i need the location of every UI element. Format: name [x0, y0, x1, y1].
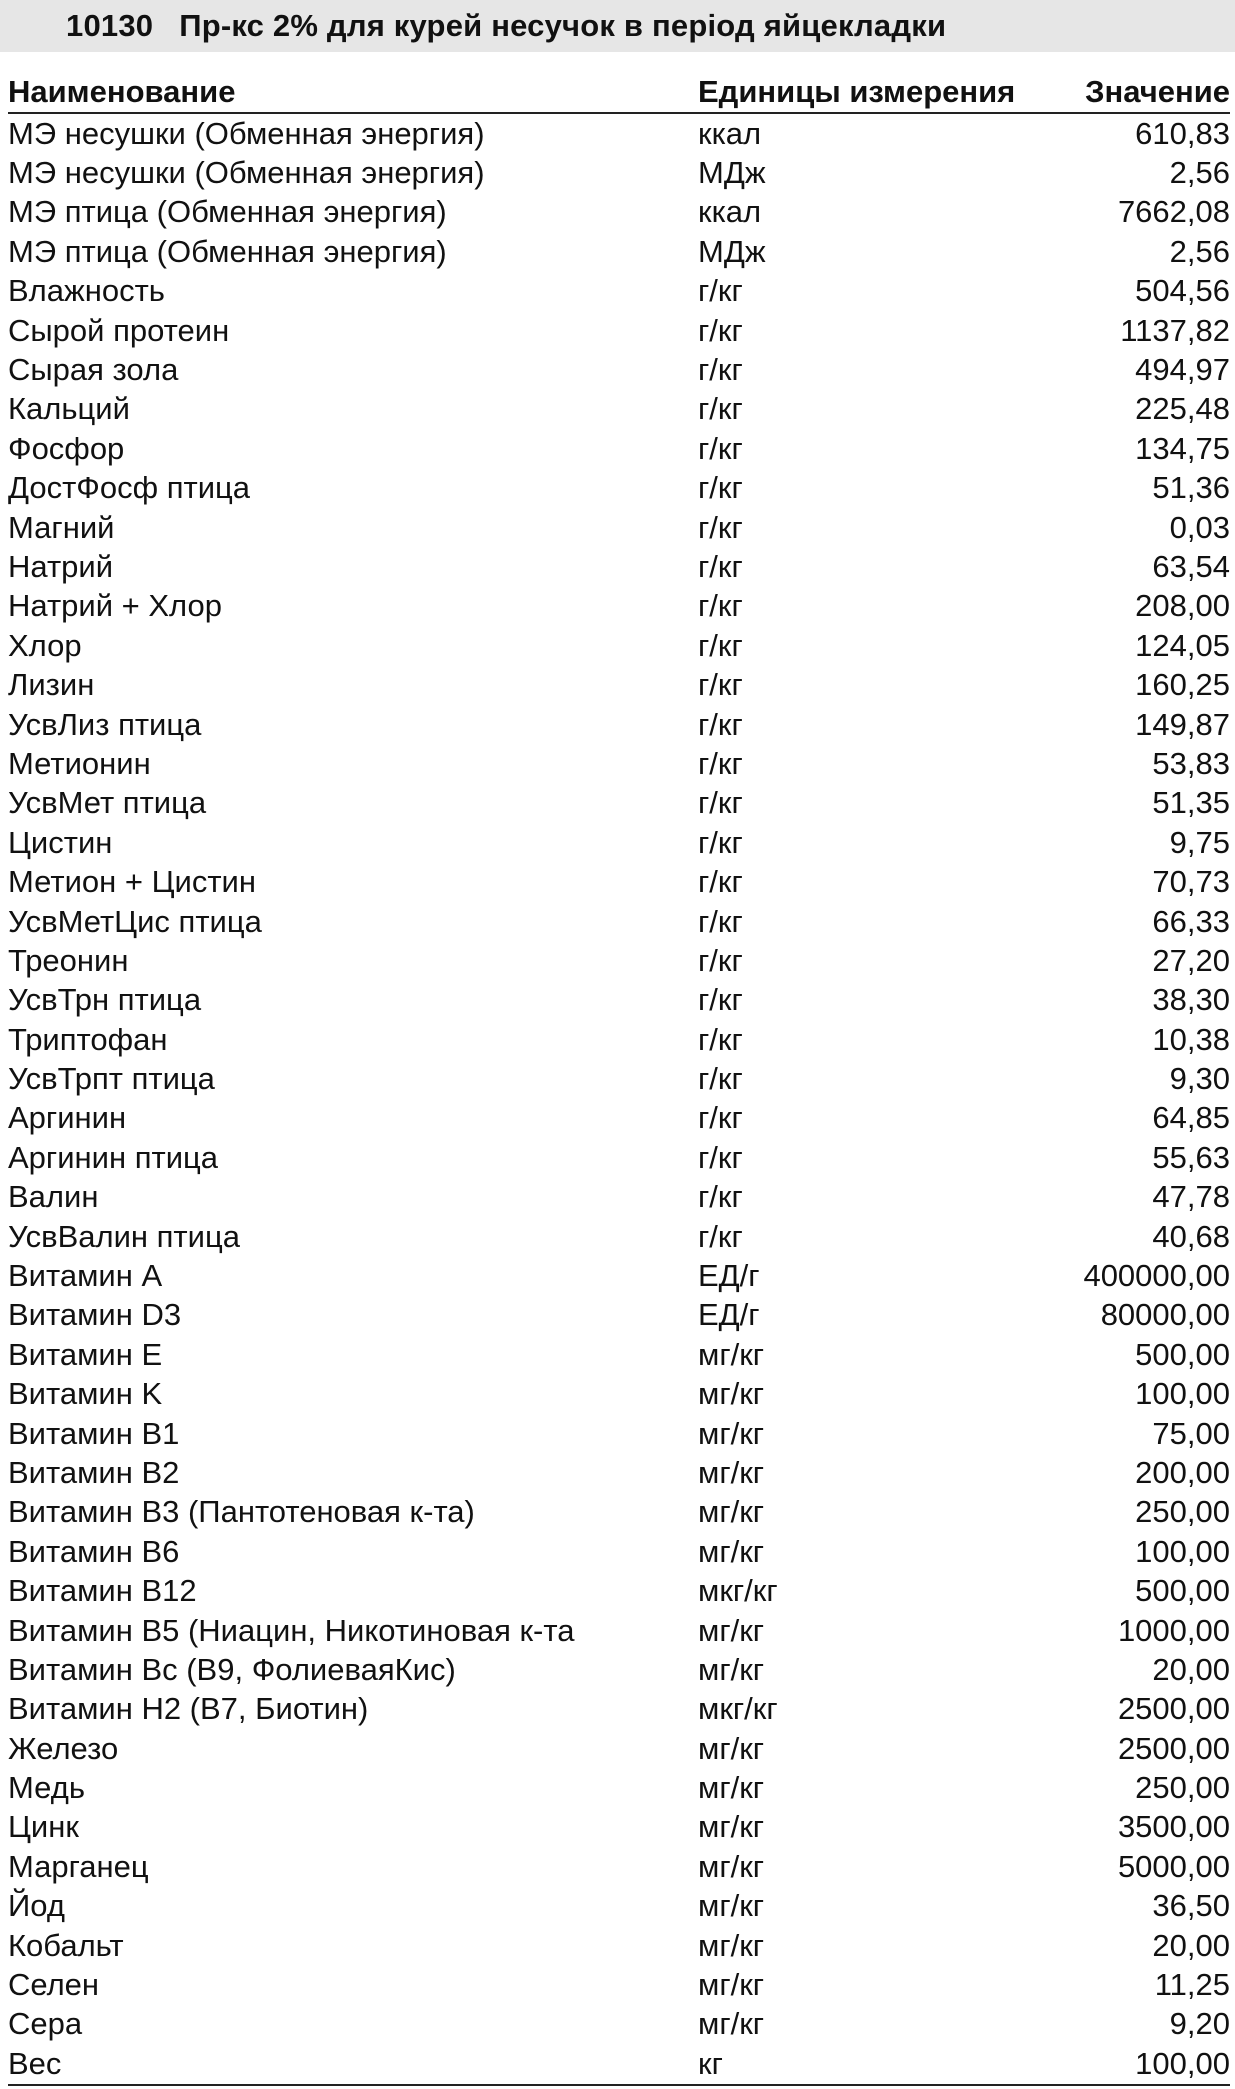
cell-value: 70,73	[1152, 864, 1230, 900]
table-row	[8, 1335, 1230, 1374]
cell-unit: мг/кг	[698, 1454, 765, 1490]
product-title: Пр-кс 2% для курей несучок в період яйцекладки	[179, 8, 947, 43]
cell-value: 200,00	[1135, 1454, 1230, 1490]
cell-value: 51,35	[1152, 785, 1230, 821]
cell-value: 400000,00	[1083, 1258, 1230, 1294]
cell-name: Железо	[8, 1730, 119, 1766]
cell-name: Влажность	[8, 273, 165, 309]
table-row	[8, 1375, 1230, 1414]
cell-unit: ЕД/г	[698, 1258, 760, 1294]
cell-unit: г/кг	[698, 588, 743, 624]
table-row	[8, 626, 1230, 665]
cell-value: 9,20	[1169, 2006, 1230, 2042]
table-row	[8, 232, 1230, 271]
cell-unit: ЕД/г	[698, 1297, 760, 1333]
table-row	[8, 1768, 1230, 1807]
cell-unit: г/кг	[698, 1139, 743, 1175]
cell-name: Лизин	[8, 667, 95, 703]
cell-value: 100,00	[1135, 2045, 1230, 2081]
cell-value: 160,25	[1135, 667, 1230, 703]
cell-unit: мкг/кг	[698, 1573, 778, 1609]
cell-value: 504,56	[1135, 273, 1230, 309]
cell-unit: мг/кг	[698, 1927, 765, 1963]
cell-unit: мг/кг	[698, 1533, 765, 1569]
cell-name: Валин	[8, 1179, 99, 1215]
cell-name: Витамин H2 (B7, Биотин)	[8, 1691, 369, 1727]
cell-name: Метион + Цистин	[8, 864, 256, 900]
cell-value: 47,78	[1152, 1179, 1230, 1215]
cell-value: 500,00	[1135, 1573, 1230, 1609]
cell-unit: мг/кг	[698, 1848, 765, 1884]
cell-name: Метионин	[8, 745, 151, 781]
cell-name: Витамин B12	[8, 1573, 197, 1609]
cell-name: МЭ птица (Обменная энергия)	[8, 233, 447, 269]
table-row	[8, 193, 1230, 232]
cell-unit: г/кг	[698, 1021, 743, 1057]
cell-unit: МДж	[698, 155, 766, 191]
table-row	[8, 1965, 1230, 2004]
cell-unit: г/кг	[698, 548, 743, 584]
cell-name: Вес	[8, 2045, 62, 2081]
cell-name: Фосфор	[8, 430, 125, 466]
table-row	[8, 1493, 1230, 1532]
cell-unit: мг/кг	[698, 1612, 765, 1648]
table-row	[8, 350, 1230, 389]
cell-name: Селен	[8, 1967, 100, 2003]
table-row	[8, 469, 1230, 508]
table-row	[8, 390, 1230, 429]
table-row	[8, 2005, 1230, 2044]
table-row	[8, 1808, 1230, 1847]
table-row	[8, 311, 1230, 350]
cell-name: Треонин	[8, 942, 129, 978]
table-row	[8, 1256, 1230, 1295]
table-row	[8, 1847, 1230, 1886]
cell-unit: МДж	[698, 233, 766, 269]
cell-value: 38,30	[1152, 982, 1230, 1018]
cell-value: 1000,00	[1117, 1612, 1230, 1648]
table-row	[8, 153, 1230, 192]
cell-unit: г/кг	[698, 824, 743, 860]
cell-value: 51,36	[1152, 470, 1230, 506]
cell-name: УсвМет птица	[8, 785, 207, 821]
table-row	[8, 1453, 1230, 1492]
table-row	[8, 1926, 1230, 1965]
cell-unit: г/кг	[698, 667, 743, 703]
cell-unit: г/кг	[698, 470, 743, 506]
table-row	[8, 784, 1230, 823]
cell-value: 63,54	[1152, 548, 1230, 584]
cell-value: 27,20	[1152, 942, 1230, 978]
table-row	[8, 2044, 1230, 2083]
table-row	[8, 547, 1230, 586]
cell-value: 9,75	[1169, 824, 1230, 860]
table-row	[8, 1611, 1230, 1650]
cell-value: 20,00	[1152, 1927, 1230, 1963]
table-row	[8, 941, 1230, 980]
cell-unit: г/кг	[698, 982, 743, 1018]
cell-name: Витамин D3	[8, 1297, 182, 1333]
cell-value: 124,05	[1135, 627, 1230, 663]
cell-name: Сера	[8, 2006, 83, 2042]
cell-unit: мг/кг	[698, 1415, 765, 1451]
cell-name: Натрий	[8, 548, 114, 584]
table-row	[8, 1178, 1230, 1217]
document-title-bar	[0, 0, 1235, 52]
cell-value: 10,38	[1152, 1021, 1230, 1057]
cell-unit: г/кг	[698, 627, 743, 663]
cell-unit: г/кг	[698, 1061, 743, 1097]
cell-value: 100,00	[1135, 1376, 1230, 1412]
cell-name: Кальций	[8, 391, 130, 427]
cell-value: 100,00	[1135, 1533, 1230, 1569]
table-row	[8, 744, 1230, 783]
cell-name: Витамин E	[8, 1336, 163, 1372]
table-row	[8, 823, 1230, 862]
cell-name: Медь	[8, 1770, 85, 1806]
table-row	[8, 114, 1230, 153]
cell-name: УсвТрн птица	[8, 982, 202, 1018]
cell-value: 7662,08	[1117, 194, 1230, 230]
cell-value: 225,48	[1135, 391, 1230, 427]
cell-value: 80000,00	[1100, 1297, 1230, 1333]
table-body	[8, 114, 1230, 2084]
cell-unit: мг/кг	[698, 1888, 765, 1924]
cell-unit: мг/кг	[698, 1376, 765, 1412]
cell-value: 2,56	[1169, 155, 1230, 191]
cell-name: Витамин B5 (Ниацин, Никотиновая к-та	[8, 1612, 575, 1648]
cell-unit: г/кг	[698, 1100, 743, 1136]
cell-name: Сырой протеин	[8, 312, 230, 348]
cell-value: 36,50	[1152, 1888, 1230, 1924]
cell-unit: мг/кг	[698, 1730, 765, 1766]
cell-unit: г/кг	[698, 745, 743, 781]
nutrient-table	[8, 74, 1230, 2086]
cell-unit: г/кг	[698, 273, 743, 309]
cell-name: Витамин B2	[8, 1454, 180, 1490]
cell-unit: г/кг	[698, 706, 743, 742]
cell-name: УсвТрпт птица	[8, 1061, 215, 1097]
cell-unit: г/кг	[698, 430, 743, 466]
cell-unit: мкг/кг	[698, 1691, 778, 1727]
cell-value: 9,30	[1169, 1061, 1230, 1097]
table-row	[8, 705, 1230, 744]
cell-value: 64,85	[1152, 1100, 1230, 1136]
cell-value: 5000,00	[1117, 1848, 1230, 1884]
cell-unit: мг/кг	[698, 2006, 765, 2042]
cell-name: Магний	[8, 509, 115, 545]
table-row	[8, 1296, 1230, 1335]
table-row	[8, 665, 1230, 704]
header-value: Значение	[1085, 74, 1230, 109]
cell-value: 53,83	[1152, 745, 1230, 781]
cell-name: Триптофан	[8, 1021, 168, 1057]
cell-name: Витамин K	[8, 1376, 163, 1412]
cell-name: МЭ несушки (Обменная энергия)	[8, 155, 485, 191]
cell-name: Сырая зола	[8, 352, 179, 388]
table-bottom-rule	[8, 2084, 1230, 2086]
cell-unit: г/кг	[698, 1179, 743, 1215]
cell-unit: г/кг	[698, 391, 743, 427]
table-row	[8, 587, 1230, 626]
cell-unit: г/кг	[698, 1218, 743, 1254]
cell-value: 149,87	[1135, 706, 1230, 742]
table-row	[8, 1650, 1230, 1689]
cell-name: Витамин Bc (B9, ФолиеваяКис)	[8, 1651, 456, 1687]
cell-name: Марганец	[8, 1848, 149, 1884]
table-row	[8, 981, 1230, 1020]
cell-value: 250,00	[1135, 1770, 1230, 1806]
cell-name: Витамин B1	[8, 1415, 180, 1451]
cell-value: 11,25	[1154, 1967, 1230, 2003]
table-row	[8, 902, 1230, 941]
cell-unit: мг/кг	[698, 1809, 765, 1845]
table-row	[8, 1729, 1230, 1768]
cell-name: Кобальт	[8, 1927, 124, 1963]
cell-name: Натрий + Хлор	[8, 588, 222, 624]
table-row	[8, 1571, 1230, 1610]
table-row	[8, 429, 1230, 468]
table-row	[8, 1414, 1230, 1453]
cell-unit: мг/кг	[698, 1336, 765, 1372]
cell-value: 1137,82	[1120, 312, 1230, 348]
cell-unit: мг/кг	[698, 1770, 765, 1806]
header-unit: Единицы измерения	[698, 74, 1016, 109]
cell-value: 55,63	[1152, 1139, 1230, 1175]
table-row	[8, 508, 1230, 547]
table-row	[8, 1217, 1230, 1256]
table-row	[8, 1532, 1230, 1571]
cell-unit: г/кг	[698, 903, 743, 939]
cell-unit: мг/кг	[698, 1967, 765, 2003]
cell-unit: г/кг	[698, 785, 743, 821]
cell-value: 494,97	[1135, 352, 1230, 388]
cell-name: Витамин B3 (Пантотеновая к-та)	[8, 1494, 475, 1530]
table-row	[8, 1099, 1230, 1138]
cell-value: 2500,00	[1117, 1691, 1230, 1727]
cell-unit: г/кг	[698, 312, 743, 348]
cell-unit: ккал	[698, 115, 762, 151]
cell-value: 500,00	[1135, 1336, 1230, 1372]
cell-name: Аргинин	[8, 1100, 127, 1136]
cell-unit: г/кг	[698, 864, 743, 900]
table-row	[8, 272, 1230, 311]
cell-unit: мг/кг	[698, 1651, 765, 1687]
cell-unit: мг/кг	[698, 1494, 765, 1530]
product-code: 10130	[66, 8, 154, 43]
cell-value: 2,56	[1169, 233, 1230, 269]
header-name: Наименование	[8, 74, 236, 109]
cell-value: 0,03	[1169, 509, 1230, 545]
cell-unit: г/кг	[698, 509, 743, 545]
cell-unit: кг	[698, 2045, 723, 2081]
table-row	[8, 1138, 1230, 1177]
cell-value: 40,68	[1152, 1218, 1230, 1254]
cell-name: УсвЛиз птица	[8, 706, 202, 742]
table-row	[8, 1020, 1230, 1059]
cell-value: 3500,00	[1117, 1809, 1230, 1845]
cell-name: Хлор	[8, 627, 82, 663]
cell-value: 20,00	[1152, 1651, 1230, 1687]
cell-name: УсвВалин птица	[8, 1218, 240, 1254]
cell-value: 208,00	[1135, 588, 1230, 624]
table-row	[8, 862, 1230, 901]
cell-value: 66,33	[1152, 903, 1230, 939]
cell-name: Йод	[8, 1888, 65, 1924]
table-row	[8, 1690, 1230, 1729]
table-header-row	[8, 74, 1230, 114]
cell-name: Цистин	[8, 824, 113, 860]
cell-unit: г/кг	[698, 352, 743, 388]
cell-value: 134,75	[1135, 430, 1230, 466]
cell-name: ДостФосф птица	[8, 470, 251, 506]
cell-name: МЭ птица (Обменная энергия)	[8, 194, 447, 230]
cell-name: Цинк	[8, 1809, 79, 1845]
cell-value: 75,00	[1152, 1415, 1230, 1451]
cell-unit: ккал	[698, 194, 762, 230]
cell-name: Витамин B6	[8, 1533, 180, 1569]
cell-unit: г/кг	[698, 942, 743, 978]
cell-value: 250,00	[1135, 1494, 1230, 1530]
cell-name: Витамин A	[8, 1258, 163, 1294]
cell-name: МЭ несушки (Обменная энергия)	[8, 115, 485, 151]
cell-name: УсвМетЦис птица	[8, 903, 262, 939]
table-row	[8, 1887, 1230, 1926]
cell-name: Аргинин птица	[8, 1139, 219, 1175]
cell-value: 2500,00	[1117, 1730, 1230, 1766]
table-row	[8, 1059, 1230, 1098]
cell-value: 610,83	[1135, 115, 1230, 151]
